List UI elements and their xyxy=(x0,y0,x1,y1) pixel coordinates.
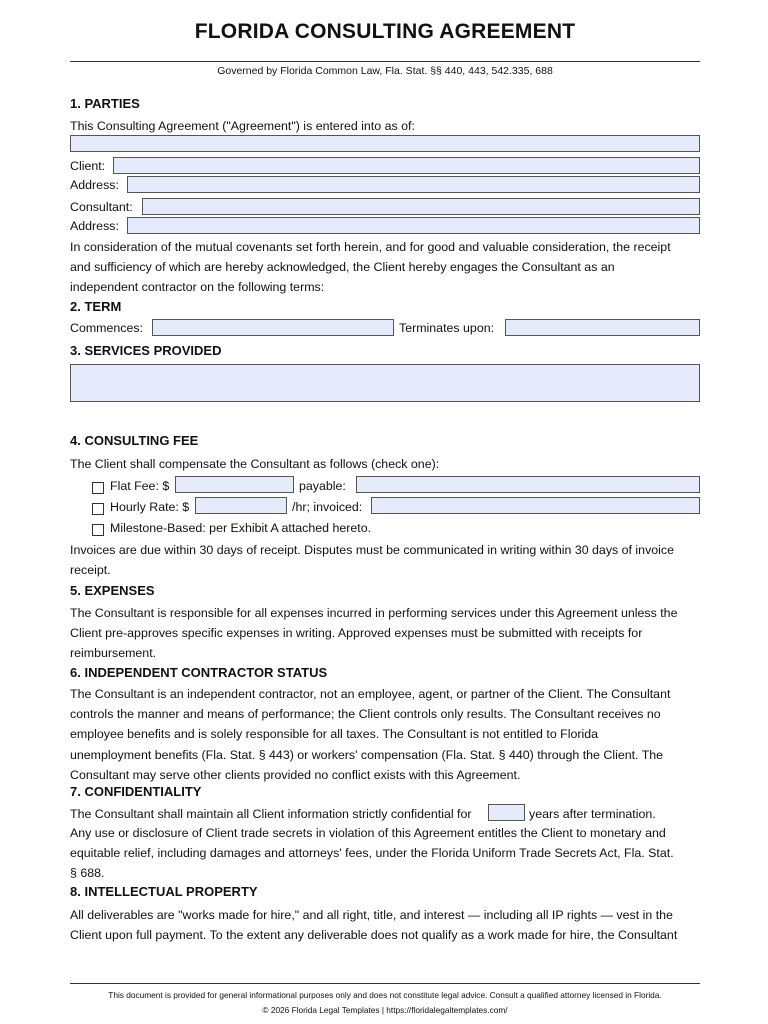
section-heading-contractor: 6. INDEPENDENT CONTRACTOR STATUS xyxy=(70,665,328,680)
text-line: Any use or disclosure of Client trade secrets in violation of this Agreement entitles the Client to monetary and xyxy=(70,826,666,840)
text-line: and sufficiency of which are hereby acknowledged, the Client hereby engages the Consultant as an xyxy=(70,260,615,275)
text-line: equitable relief, including damages and attorneys' fees, under the Florida Uniform Trade Secrets Act, Fla. Stat. xyxy=(70,846,674,861)
consultant-address-field[interactable] xyxy=(127,217,700,234)
invoiced-frequency-field[interactable] xyxy=(371,497,700,514)
contractor-body xyxy=(70,684,700,785)
text-line: In consideration of the mutual covenants set forth herein, and for good and valuable consideration, the receipt xyxy=(70,240,671,254)
parties-intro: This Consulting Agreement ("Agreement") is entered into as of: xyxy=(70,119,415,133)
commences-label: Commences: xyxy=(70,321,143,335)
text-line: independent contractor on the following terms: xyxy=(70,280,325,295)
text-line: Client upon full payment. To the extent any deliverable does not qualify as a work made for hire, the Consultant xyxy=(70,928,678,943)
text-line: Invoices are due within 30 days of receipt. Disputes must be communicated in writing within 30 days of invoice xyxy=(70,543,675,557)
section-heading-services: 3. SERVICES PROVIDED xyxy=(70,343,222,358)
hourly-rate-field[interactable] xyxy=(195,497,287,514)
client-label: Client: xyxy=(70,159,106,173)
consultant-label: Consultant: xyxy=(70,200,133,214)
text-line: employee benefits and is solely responsible for all taxes. The Consultant is not entitled to Florida xyxy=(70,727,599,742)
services-description-field[interactable] xyxy=(70,364,700,402)
section-heading-fee: 4. CONSULTING FEE xyxy=(70,433,199,448)
hourly-rate-checkbox[interactable] xyxy=(92,503,104,515)
payable-terms-field[interactable] xyxy=(356,476,700,493)
confidentiality-years-field[interactable] xyxy=(488,804,525,821)
client-address-label: Address: xyxy=(70,178,119,192)
section-heading-confidentiality: 7. CONFIDENTIALITY xyxy=(70,784,202,799)
payable-label: payable: xyxy=(299,479,346,493)
fee-body xyxy=(70,540,700,580)
expenses-body xyxy=(70,603,700,664)
ip-body xyxy=(70,905,700,945)
milestone-label: Milestone-Based: per Exhibit A attached hereto. xyxy=(110,521,372,535)
fee-intro: The Client shall compensate the Consultant as follows (check one): xyxy=(70,457,440,471)
text-line: The Consultant is responsible for all expenses incurred in performing services under this Agreement unless the xyxy=(70,606,678,620)
text-line: The Consultant is an independent contractor, not an employee, agent, or partner of the Client. The Consultant xyxy=(70,687,671,701)
commences-date-field[interactable] xyxy=(152,319,394,336)
client-name-field[interactable] xyxy=(113,157,700,174)
text-line: controls the manner and means of performance; the Client controls only results. The Consultant receives no xyxy=(70,707,661,722)
section-heading-ip: 8. INTELLECTUAL PROPERTY xyxy=(70,884,258,899)
footer-divider xyxy=(70,983,700,984)
text-line: § 688. xyxy=(70,866,105,881)
section-heading-expenses: 5. EXPENSES xyxy=(70,583,155,598)
milestone-checkbox[interactable] xyxy=(92,524,104,536)
title-divider xyxy=(70,61,700,62)
text-line: unemployment benefits (Fla. Stat. § 443) or workers' compensation (Fla. Stat. § 440) through the Client. The xyxy=(70,747,664,762)
hourly-rate-label: Hourly Rate: $ xyxy=(110,500,190,514)
flat-fee-amount-field[interactable] xyxy=(175,476,294,493)
per-hour-label: /hr; invoiced: xyxy=(292,500,363,514)
section-heading-parties: 1. PARTIES xyxy=(70,96,140,111)
footer-copyright: © 2026 Florida Legal Templates | https://floridalegaltemplates.com/ xyxy=(262,1005,508,1015)
client-address-field[interactable] xyxy=(127,176,700,193)
consultant-address-label: Address: xyxy=(70,219,119,233)
terminates-label: Terminates upon: xyxy=(399,321,495,335)
confidentiality-line-end: years after termination. xyxy=(529,807,656,821)
text-line: Consultant may serve other clients provided no conflict exists with this Agreement. xyxy=(70,767,521,782)
document-subtitle: Governed by Florida Common Law, Fla. Stat. §§ 440, 443, 542.335, 688 xyxy=(217,65,553,77)
confidentiality-line-start: The Consultant shall maintain all Client information strictly confidential for xyxy=(70,807,472,821)
consultant-name-field[interactable] xyxy=(142,198,700,215)
text-line: Client pre-approves specific expenses in writing. Approved expenses must be submitted with receipts for xyxy=(70,626,643,641)
section-heading-term: 2. TERM xyxy=(70,299,122,314)
text-line: All deliverables are "works made for hire," and all right, title, and interest — including all IP rights — vest in the xyxy=(70,908,673,922)
agreement-date-field[interactable] xyxy=(70,135,700,152)
document-title: FLORIDA CONSULTING AGREEMENT xyxy=(194,20,576,43)
text-line: reimbursement. xyxy=(70,646,157,661)
parties-body xyxy=(70,237,700,298)
flat-fee-checkbox[interactable] xyxy=(92,482,104,494)
text-line: receipt. xyxy=(70,563,111,578)
footer-disclaimer: This document is provided for general informational purposes only and does not constitute legal advice. Consult a qualified attorney licensed in Florida. xyxy=(108,990,662,1000)
terminates-field[interactable] xyxy=(505,319,700,336)
flat-fee-label: Flat Fee: $ xyxy=(110,479,170,493)
confidentiality-body xyxy=(70,823,700,884)
